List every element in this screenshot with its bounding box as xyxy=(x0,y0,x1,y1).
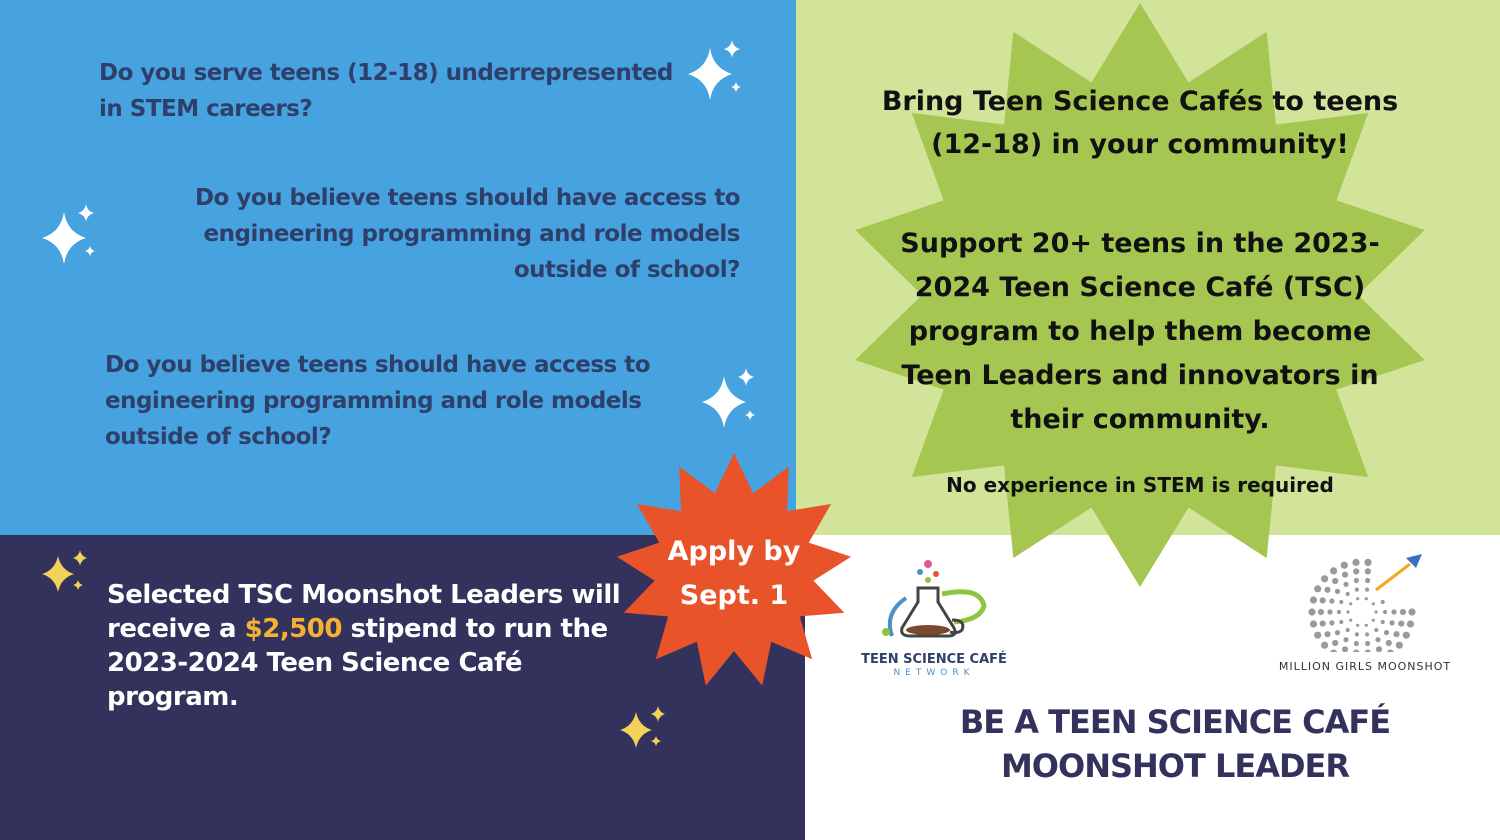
logo-dot xyxy=(1310,620,1317,627)
logo-dot xyxy=(1337,610,1341,614)
logo-dot xyxy=(1391,609,1396,614)
sparkle-icon xyxy=(40,550,92,598)
stipend-text-after: stipend to run the 2023-2024 Teen Science Café program. xyxy=(107,614,608,712)
logo-dot xyxy=(1339,620,1343,624)
logo-dot xyxy=(1329,620,1334,625)
logo-dot xyxy=(1386,640,1392,646)
logo-dot xyxy=(1318,609,1324,615)
tsc-logo-name: TEEN SCIENCE CAFÉ xyxy=(861,652,1007,667)
logo-dot xyxy=(1335,589,1340,594)
logo-dot xyxy=(1342,646,1348,652)
apply-deadline-text: Apply by Sept. 1 xyxy=(667,536,801,611)
logo-dot xyxy=(1324,631,1330,637)
logo-dot xyxy=(1335,630,1340,635)
logo-dot xyxy=(1365,568,1371,574)
logo-dot xyxy=(1374,628,1378,632)
logo-dot xyxy=(1383,610,1387,614)
logo-dot xyxy=(1355,588,1359,592)
logo-dot xyxy=(1332,578,1338,584)
logo-dot xyxy=(1308,608,1315,615)
logo-dot xyxy=(1365,597,1368,600)
logo-dot xyxy=(1365,588,1369,592)
logo-dot xyxy=(1343,582,1348,587)
logo-dot xyxy=(1387,650,1394,653)
logo-dot xyxy=(1374,610,1377,613)
logo-dot xyxy=(1381,600,1385,604)
logo-dot xyxy=(1365,632,1369,636)
logo-dot xyxy=(1376,646,1382,652)
logo-dot xyxy=(1365,624,1368,627)
logo-dot xyxy=(1390,620,1395,625)
logo-dot xyxy=(1408,608,1415,615)
logo-dot xyxy=(1346,592,1350,596)
logo-dot xyxy=(1330,567,1337,574)
logo-dot xyxy=(1314,585,1321,592)
logo-dot xyxy=(1403,632,1410,639)
logo-dot xyxy=(1375,637,1380,642)
bring-cafes-heading: Bring Teen Science Cafés to teens (12-18) in your community! xyxy=(881,86,1399,160)
logo-dot xyxy=(1327,609,1332,614)
sparkle-icon xyxy=(40,204,100,270)
moonshot-leader-heading: BE A TEEN SCIENCE CAFÉ MOONSHOT LEADER xyxy=(959,703,1391,785)
logo-dot xyxy=(1398,621,1404,627)
logo-dot xyxy=(1396,642,1403,649)
sparkle-icon xyxy=(686,40,746,106)
logo-dot xyxy=(1329,599,1334,604)
logo-dot xyxy=(1353,650,1359,653)
mgm-logo-name: MILLION GIRLS MOONSHOT xyxy=(1278,660,1452,673)
logo-dot xyxy=(1354,641,1359,646)
logo-dot xyxy=(1324,587,1330,593)
logo-dot xyxy=(1349,602,1352,605)
logo-dot xyxy=(1321,575,1328,582)
logo-dot xyxy=(1381,620,1385,624)
question-access-programming: Do you believe teens should have access to engineering programming and role models outside of school? xyxy=(194,185,740,283)
logo-dot xyxy=(1364,559,1371,566)
logo-dot xyxy=(1356,597,1359,600)
million-girls-moonshot-logo xyxy=(1306,552,1431,652)
logo-dot xyxy=(1356,624,1359,627)
logo-dot xyxy=(1407,620,1414,627)
logo-dot xyxy=(1346,628,1350,632)
logo-dot xyxy=(1332,640,1338,646)
stipend-text xyxy=(107,578,627,714)
logo-dot xyxy=(1342,572,1348,578)
logo-dot xyxy=(1372,602,1375,605)
logo-dot xyxy=(1355,632,1359,636)
logo-dot xyxy=(1341,562,1348,569)
question-serve-teens: Do you serve teens (12-18) underrepresented in STEM careers? xyxy=(99,60,673,122)
sparkle-icon xyxy=(700,368,760,434)
logo-dot xyxy=(1346,610,1349,613)
logo-dot xyxy=(1343,637,1348,642)
logo-dot xyxy=(1352,559,1359,566)
logo-dot xyxy=(1321,642,1328,649)
logo-dot xyxy=(1372,619,1375,622)
logo-dot xyxy=(1393,631,1399,637)
logo-dot xyxy=(1365,578,1370,583)
logo-dot xyxy=(1353,568,1359,574)
teen-science-cafe-logo xyxy=(880,558,990,648)
logo-dot xyxy=(1310,596,1317,603)
logo-dot xyxy=(1314,632,1321,639)
logo-dot xyxy=(1354,578,1359,583)
question-access-programming-repeat: Do you believe teens should have access to engineering programming and role models outside of school? xyxy=(105,352,651,450)
logo-dot xyxy=(1320,621,1326,627)
logo-dot xyxy=(1384,630,1389,635)
logo-dot xyxy=(1320,597,1326,603)
no-experience-note: No experience in STEM is required xyxy=(946,473,1334,497)
support-teens-text: Support 20+ teens in the 2023-2024 Teen Science Café (TSC) program to help them become Teen Leaders and innovators in their community. xyxy=(900,228,1380,435)
stipend-text-before: Selected TSC Moonshot Leaders will receive a xyxy=(107,580,621,644)
logo-dot xyxy=(1339,600,1343,604)
logo-dot xyxy=(1330,650,1337,653)
tsc-logo-network: NETWORK xyxy=(893,668,975,678)
logo-dot xyxy=(1400,609,1406,615)
logo-dot xyxy=(1365,641,1370,646)
stipend-amount: $2,500 xyxy=(244,614,342,644)
logo-dot xyxy=(1365,650,1371,653)
logo-dot xyxy=(1349,619,1352,622)
